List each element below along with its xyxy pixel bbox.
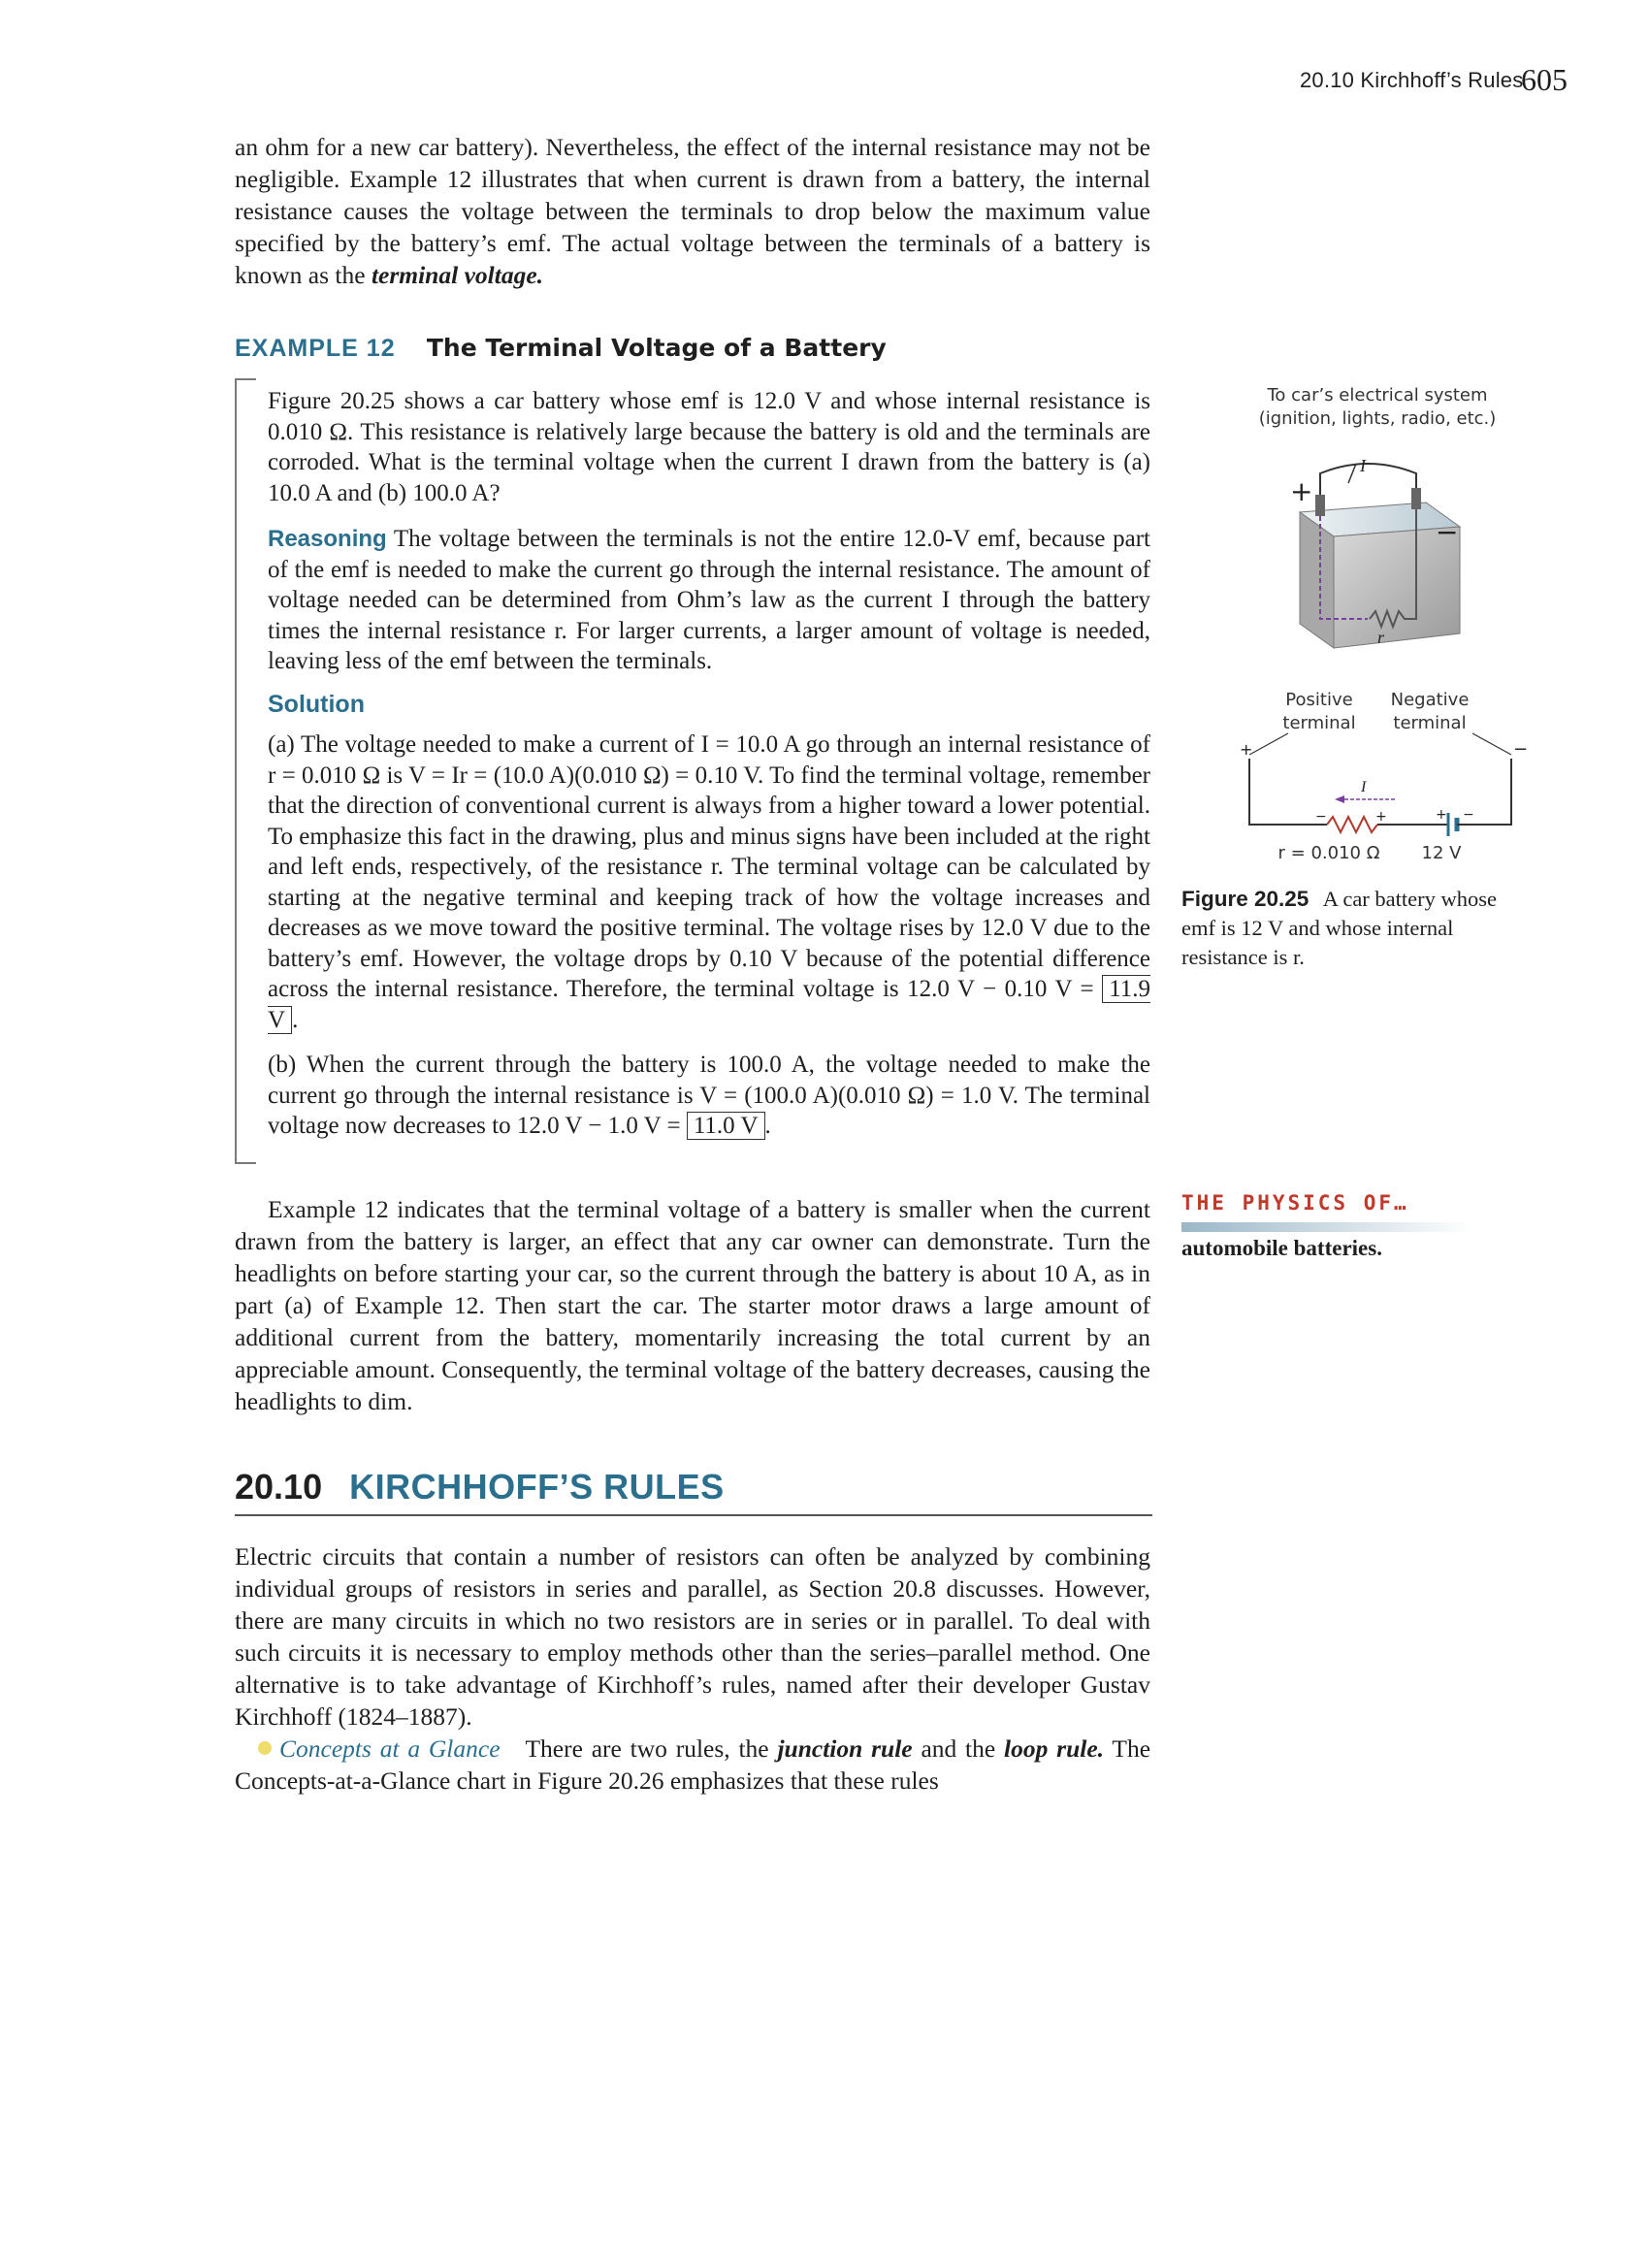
positive-post	[1315, 495, 1325, 516]
physics-of-label: THE PHYSICS OF…	[1181, 1191, 1409, 1215]
negative-leader-line	[1472, 733, 1511, 755]
solution-part-b: (b) When the current through the battery is 100.0 A, the voltage needed to make the current go through the internal resistance is V = (100.0 A)(0.010 Ω) = 1.0 V. The terminal voltage now decreases to 12.0 V − 1.0 V = 11.0 V .	[268, 1052, 1150, 1139]
reasoning-text: The voltage between the terminals is not the entire 12.0-V emf, because part of the emf is needed to make the current go through the internal resistance. The amount of voltage needed can be determined from Ohm’s law as the current I through the battery times the internal resistance r. For larger currents, a larger amount of voltage is needed, leaving less of the emf between the terminals.	[268, 526, 1150, 674]
battery-resistance-symbol: r	[1377, 628, 1385, 647]
resistance-value-label: r = 0.010 Ω	[1277, 843, 1380, 863]
cell-plus-sign: +	[1436, 807, 1447, 823]
section-rule	[235, 1514, 1152, 1516]
running-head: 20.10 Kirchhoff’s Rules	[1300, 68, 1524, 92]
concepts-text-2: and the	[921, 1734, 996, 1763]
kirchhoff-paragraph: Electric circuits that contain a number of resistors can often be analyzed by combining individual groups of resistors in series and parallel, as Section 20.8 discusses. However, there are many circuits in which no two resistors are in series or in parallel. To deal with such circuits it is necessary to employ methods other than the series–parallel method. One alternative is to take advantage of Kirchhoff’s rules, named after their developer Gustav Kirchhoff (1824–1887).	[235, 1542, 1150, 1731]
example-problem: Figure 20.25 shows a car battery whose emf is 12.0 V and whose internal resistance is 0.010 Ω. This resistance is relatively large because the battery is old and the terminals are corroded. What is the terminal voltage when the current I drawn from the battery is (a) 10.0 A and (b) 100.0 A?	[268, 388, 1150, 506]
concepts-glance-icon	[258, 1741, 272, 1755]
concepts-paragraph	[235, 1733, 1150, 1797]
battery-plus-sign: +	[1290, 475, 1313, 507]
reasoning-label: Reasoning	[268, 526, 387, 552]
figure-caption-number: Figure 20.25	[1181, 887, 1310, 911]
figure-top-label-line1: To car’s electrical system	[1267, 385, 1488, 405]
answer-b-box: 11.0 V	[687, 1112, 765, 1140]
solution-b-text: (b) When the current through the battery is 100.0 A, the voltage needed to make the current go through the internal resistance is V = (100.0 A)(0.010 Ω) = 1.0 V. The terminal voltage now decreases to 12.0 V − 1.0 V =	[268, 1052, 1150, 1139]
figure-caption	[1181, 885, 1531, 972]
intro-text: an ohm for a new car battery). Nevertheless, the effect of the internal resistance may not be negligible. Example 12 illustrates that when current is drawn from a battery, the internal resistance causes the voltage between the terminals to drop below the maximum value specified by the battery’s emf. The actual voltage between the terminals of a battery is known as the	[235, 133, 1150, 289]
figure-caption-text: A car battery whose emf is 12 V and whose internal resistance is r.	[1181, 887, 1498, 969]
solution-a-text: (a) The voltage needed to make a current of I = 10.0 A go through an internal resistance of r = 0.010 Ω is V = Ir = (10.0 A)(0.010 Ω) = 0.10 V. To find the terminal voltage, remember that the direction of conventional current is always from a higher toward a lower potential. To emphasize this fact in the drawing, plus and minus signs have been included at the right and left ends, respectively, of the resistance r. The terminal voltage can be calculated by starting at the negative terminal and keeping track of how the voltage increases and decreases as we move toward the positive terminal. The voltage rises by 12.0 V due to the battery’s emf. However, the voltage drops by 0.10 V because of the potential difference across the internal resistance. Therefore, the terminal voltage is 12.0 V − 0.10 V =	[268, 731, 1150, 1002]
example-label: EXAMPLE 12	[235, 335, 396, 362]
resistor-plus-sign: +	[1375, 809, 1387, 825]
physics-of-topic: automobile batteries.	[1181, 1236, 1382, 1260]
physics-of-bar	[1181, 1222, 1472, 1232]
current-arrow	[1348, 464, 1356, 483]
loop-rule-term: loop rule.	[1004, 1734, 1105, 1763]
circuit-plus-sign: +	[1240, 740, 1253, 759]
solution-part-a: (a) The voltage needed to make a current of I = 10.0 A go through an internal resistance of r = 0.010 Ω is V = Ir = (10.0 A)(0.010 Ω) = 0.10 V. To find the terminal voltage, remember that the direction of conventional current is always from a higher toward a lower potential. To emphasize this fact in the drawing, plus and minus signs have been included at the right and left ends, respectively, of the resistance r. The terminal voltage can be calculated by starting at the negative terminal and keeping track of how the voltage increases and decreases as we move toward the positive terminal. The voltage rises by 12.0 V due to the battery’s emf. However, the voltage drops by 0.10 V because of the potential difference across the internal resistance. Therefore, the terminal voltage is 12.0 V − 0.10 V = 11.9 V .	[268, 731, 1151, 1033]
section-title: KIRCHHOFF’S RULES	[349, 1467, 725, 1507]
terminal-voltage-term: terminal voltage.	[371, 261, 544, 289]
cell-minus-sign: −	[1463, 807, 1474, 823]
positive-terminal-line2: terminal	[1282, 713, 1356, 733]
page-number: 605	[1521, 62, 1568, 97]
circuit-schematic	[1230, 728, 1531, 844]
positive-terminal-line1: Positive	[1285, 690, 1353, 710]
battery-current-symbol: I	[1360, 456, 1366, 475]
answer-a-box: 11.9 V	[268, 976, 1151, 1033]
circuit-current-arrowhead	[1335, 795, 1344, 803]
external-wire	[1320, 464, 1416, 495]
positive-leader-line	[1249, 733, 1288, 755]
junction-rule-term: junction rule	[777, 1734, 913, 1763]
car-battery-illustration	[1280, 444, 1474, 658]
section-number: 20.10	[235, 1467, 323, 1507]
figure-top-label	[1251, 384, 1504, 431]
solution-label: Solution	[268, 691, 365, 718]
example-bracket	[235, 378, 256, 1164]
resistor-minus-sign: −	[1315, 809, 1327, 825]
example-title: The Terminal Voltage of a Battery	[426, 334, 887, 362]
circuit-current-symbol: I	[1361, 779, 1367, 795]
figure-top-label-line2: (ignition, lights, radio, etc.)	[1258, 408, 1497, 429]
negative-terminal-line1: Negative	[1390, 690, 1470, 710]
negative-post	[1411, 488, 1421, 509]
paragraph-after-example: Example 12 indicates that the terminal voltage of a battery is smaller when the current drawn from the battery is larger, an effect that any car owner can demonstrate. Turn the headlights on before starting your car, so the current through the battery is about 10 A, as in part (a) of Example 12. Then start the car. The starter motor draws a large amount of additional current from the battery, momentarily increasing the total current by an appreciable amount. Consequently, the terminal voltage of the battery decreases, causing the headlights to dim.	[235, 1195, 1150, 1415]
intro-paragraph	[235, 131, 1150, 291]
battery-left-face	[1300, 512, 1334, 648]
circuit-resistor	[1327, 817, 1377, 832]
emf-value-label: 12 V	[1421, 843, 1462, 863]
circuit-minus-sign: −	[1513, 739, 1529, 760]
example-heading	[235, 334, 887, 363]
example-reasoning	[268, 524, 1150, 677]
concepts-text-3: The Concepts-at-a-Glance chart in Figure 20.26 emphasizes that these rules	[235, 1734, 1151, 1795]
negative-terminal-line2: terminal	[1393, 713, 1467, 733]
battery-minus-sign: −	[1436, 516, 1459, 548]
concepts-at-a-glance-link[interactable]: Concepts at a Glance	[279, 1734, 501, 1763]
concepts-text-1: There are two rules, the	[525, 1734, 769, 1763]
section-heading	[235, 1467, 725, 1507]
